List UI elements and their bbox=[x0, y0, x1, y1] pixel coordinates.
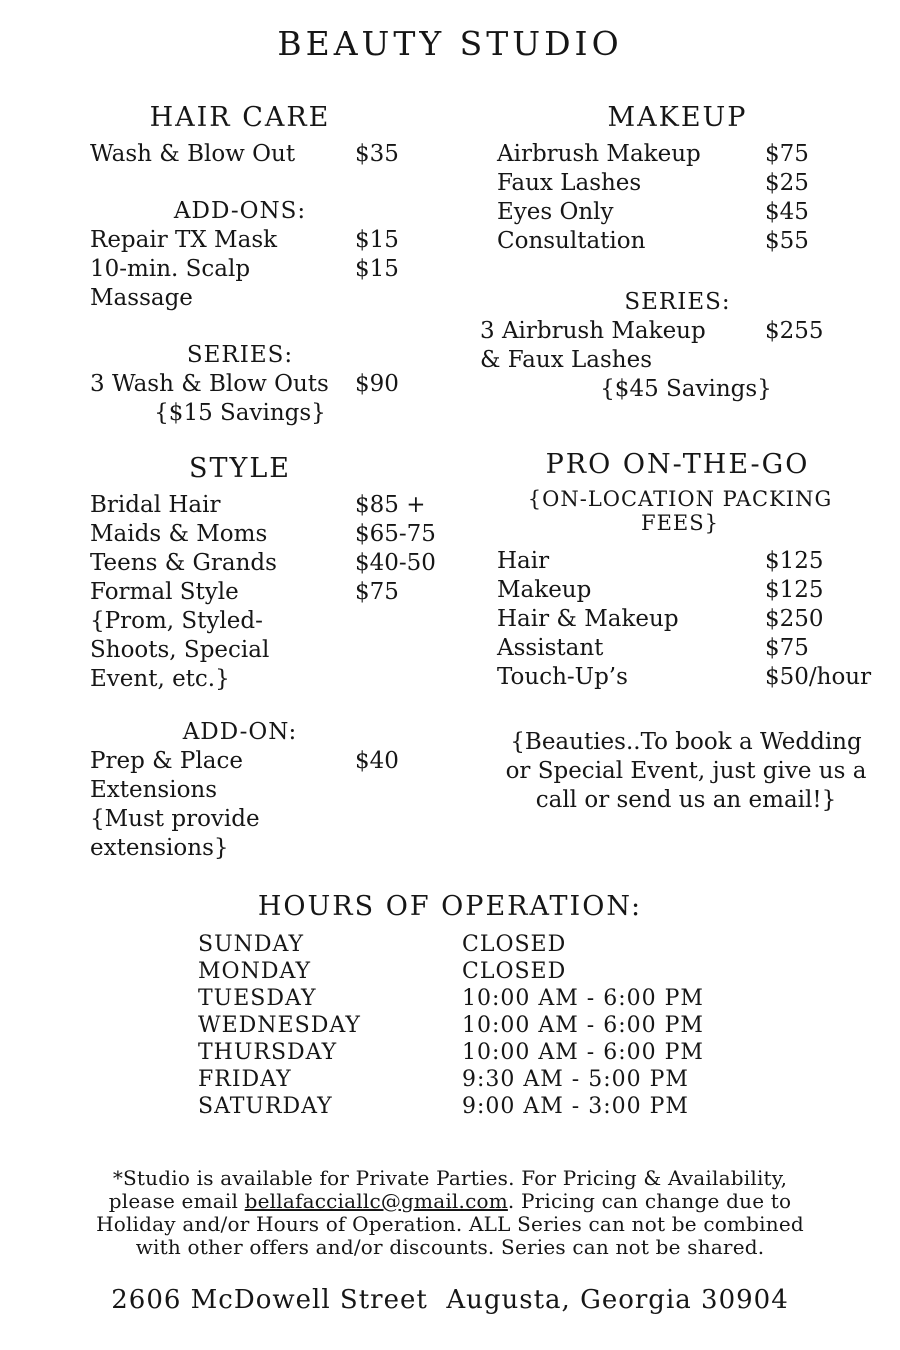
item-label: Airbrush Makeup bbox=[497, 141, 701, 167]
item-price: $15 bbox=[355, 227, 399, 253]
price-row-touch-ups bbox=[480, 663, 875, 692]
hours-row-wednesday bbox=[198, 1012, 900, 1039]
hours-row-saturday bbox=[198, 1093, 900, 1120]
item-price: $250 bbox=[765, 606, 824, 632]
price-row-wash-blow-out bbox=[90, 140, 480, 169]
hair-care-addons-heading: ADD-ONS: bbox=[173, 198, 307, 224]
item-note: {Prom, Styled-Shoots, Special Event, etc.} bbox=[90, 608, 270, 692]
price-row-formal-style bbox=[90, 578, 480, 694]
price-row-repair-tx-mask bbox=[90, 226, 480, 255]
item-label: Makeup bbox=[497, 577, 592, 603]
studio-address: 2606 McDowell Street Augusta, Georgia 30904 bbox=[111, 1285, 789, 1315]
hours-row-sunday bbox=[198, 931, 900, 958]
makeup-series-heading: SERIES: bbox=[624, 289, 731, 315]
makeup-series-savings-note: {$45 Savings} bbox=[600, 376, 772, 402]
footnote-text-after: . Pricing can change due to Holiday and/or Hours of Operation. ALL Series can not be combined with other offers and/or discounts. Series can not be shared. bbox=[96, 1189, 804, 1259]
item-price: $255 bbox=[765, 318, 824, 344]
time-value: 10:00 AM - 6:00 PM bbox=[462, 1040, 704, 1065]
item-price: $55 bbox=[765, 228, 809, 254]
price-row-consultation bbox=[480, 227, 875, 256]
price-row-faux-lashes bbox=[480, 169, 875, 198]
contact-email-link[interactable]: bellafacciallc@gmail.com bbox=[244, 1189, 508, 1213]
time-value: 9:00 AM - 3:00 PM bbox=[462, 1094, 689, 1119]
hours-heading: HOURS OF OPERATION: bbox=[257, 891, 643, 922]
disclaimer-footnote bbox=[90, 1167, 810, 1259]
item-label: Wash & Blow Out bbox=[90, 141, 296, 167]
item-price: $50/hour bbox=[765, 664, 872, 690]
price-row-airbrush-series bbox=[480, 317, 875, 375]
item-price: $15 bbox=[355, 256, 399, 282]
item-label: Repair TX Mask bbox=[90, 227, 278, 253]
item-label: 3 Wash & Blow Outs bbox=[90, 371, 329, 397]
pro-heading: PRO ON-THE-GO bbox=[545, 449, 810, 480]
day-label: THURSDAY bbox=[198, 1040, 338, 1065]
time-value: 10:00 AM - 6:00 PM bbox=[462, 1013, 704, 1038]
hours-row-monday bbox=[198, 958, 900, 985]
right-column bbox=[480, 102, 875, 863]
price-row-airbrush-makeup bbox=[480, 140, 875, 169]
hours-row-friday bbox=[198, 1066, 900, 1093]
item-label: Formal Style bbox=[90, 579, 239, 605]
item-label: Consultation bbox=[497, 228, 646, 254]
item-price: $75 bbox=[765, 635, 809, 661]
style-section bbox=[90, 453, 480, 863]
price-row-hair bbox=[480, 547, 875, 576]
item-price: $75 bbox=[355, 579, 399, 605]
makeup-heading: MAKEUP bbox=[607, 102, 748, 133]
hours-section bbox=[0, 891, 900, 1120]
time-value: 9:30 AM - 5:00 PM bbox=[462, 1067, 689, 1092]
time-value: CLOSED bbox=[462, 959, 567, 984]
hair-care-heading: HAIR CARE bbox=[149, 102, 331, 133]
item-label: 3 Airbrush Makeup & Faux Lashes bbox=[480, 318, 706, 373]
item-price: $25 bbox=[765, 170, 809, 196]
item-price: $125 bbox=[765, 548, 824, 574]
price-row-bridal-hair bbox=[90, 491, 480, 520]
day-label: SATURDAY bbox=[198, 1094, 333, 1119]
footnote-text-before: *Studio is available for Private Parties. For Pricing & Availability, please email bbox=[108, 1166, 788, 1213]
item-price: $90 bbox=[355, 371, 399, 397]
item-label: Prep & Place Extensions bbox=[90, 748, 243, 803]
style-addon-heading: ADD-ON: bbox=[182, 719, 298, 745]
item-price: $45 bbox=[765, 199, 809, 225]
time-value: CLOSED bbox=[462, 932, 567, 957]
hours-row-thursday bbox=[198, 1039, 900, 1066]
item-label: Touch-Up’s bbox=[497, 664, 628, 690]
day-label: MONDAY bbox=[198, 959, 311, 984]
item-label: Maids & Moms bbox=[90, 521, 268, 547]
hair-care-section bbox=[90, 102, 480, 428]
time-value: 10:00 AM - 6:00 PM bbox=[462, 986, 704, 1011]
item-label: 10-min. Scalp Massage bbox=[90, 256, 251, 311]
item-label: Assistant bbox=[497, 635, 604, 661]
style-heading: STYLE bbox=[189, 453, 291, 484]
hair-care-series-savings-note: {$15 Savings} bbox=[154, 400, 326, 426]
day-label: TUESDAY bbox=[198, 986, 317, 1011]
price-row-scalp-massage bbox=[90, 255, 480, 313]
item-label: Bridal Hair bbox=[90, 492, 221, 518]
price-row-teens-grands bbox=[90, 549, 480, 578]
item-price: $40 bbox=[355, 748, 399, 774]
hours-row-tuesday bbox=[198, 985, 900, 1012]
item-label: Hair & Makeup bbox=[497, 606, 679, 632]
price-columns bbox=[0, 102, 900, 863]
price-row-prep-place-extensions bbox=[90, 747, 480, 863]
item-price: $125 bbox=[765, 577, 824, 603]
left-column bbox=[90, 102, 480, 863]
pro-rows bbox=[480, 547, 875, 692]
price-row-eyes-only bbox=[480, 198, 875, 227]
day-label: FRIDAY bbox=[198, 1067, 292, 1092]
page-title: BEAUTY STUDIO bbox=[277, 24, 623, 63]
price-row-makeup bbox=[480, 576, 875, 605]
hair-care-series-heading: SERIES: bbox=[186, 342, 294, 368]
price-row-wash-series bbox=[90, 370, 480, 399]
item-price: $65-75 bbox=[355, 521, 436, 547]
item-label: Eyes Only bbox=[497, 199, 614, 225]
item-price: $85 + bbox=[355, 492, 426, 518]
booking-note: {Beauties..To book a Wedding or Special Event, just give us a call or send us an email!} bbox=[505, 729, 867, 813]
item-label: Faux Lashes bbox=[497, 170, 642, 196]
price-row-assistant bbox=[480, 634, 875, 663]
item-label: Hair bbox=[497, 548, 550, 574]
price-row-maids-moms bbox=[90, 520, 480, 549]
item-price: $75 bbox=[765, 141, 809, 167]
item-price: $40-50 bbox=[355, 550, 436, 576]
price-row-hair-and-makeup bbox=[480, 605, 875, 634]
day-label: SUNDAY bbox=[198, 932, 305, 957]
pro-on-the-go-section bbox=[480, 449, 875, 815]
day-label: WEDNESDAY bbox=[198, 1013, 361, 1038]
pro-subheading: {ON-LOCATION PACKING FEES} bbox=[527, 487, 833, 535]
item-label: Teens & Grands bbox=[90, 550, 277, 576]
makeup-section bbox=[480, 102, 875, 404]
item-note: {Must provide extensions} bbox=[90, 806, 260, 861]
item-price: $35 bbox=[355, 141, 399, 167]
hours-table bbox=[198, 931, 900, 1120]
